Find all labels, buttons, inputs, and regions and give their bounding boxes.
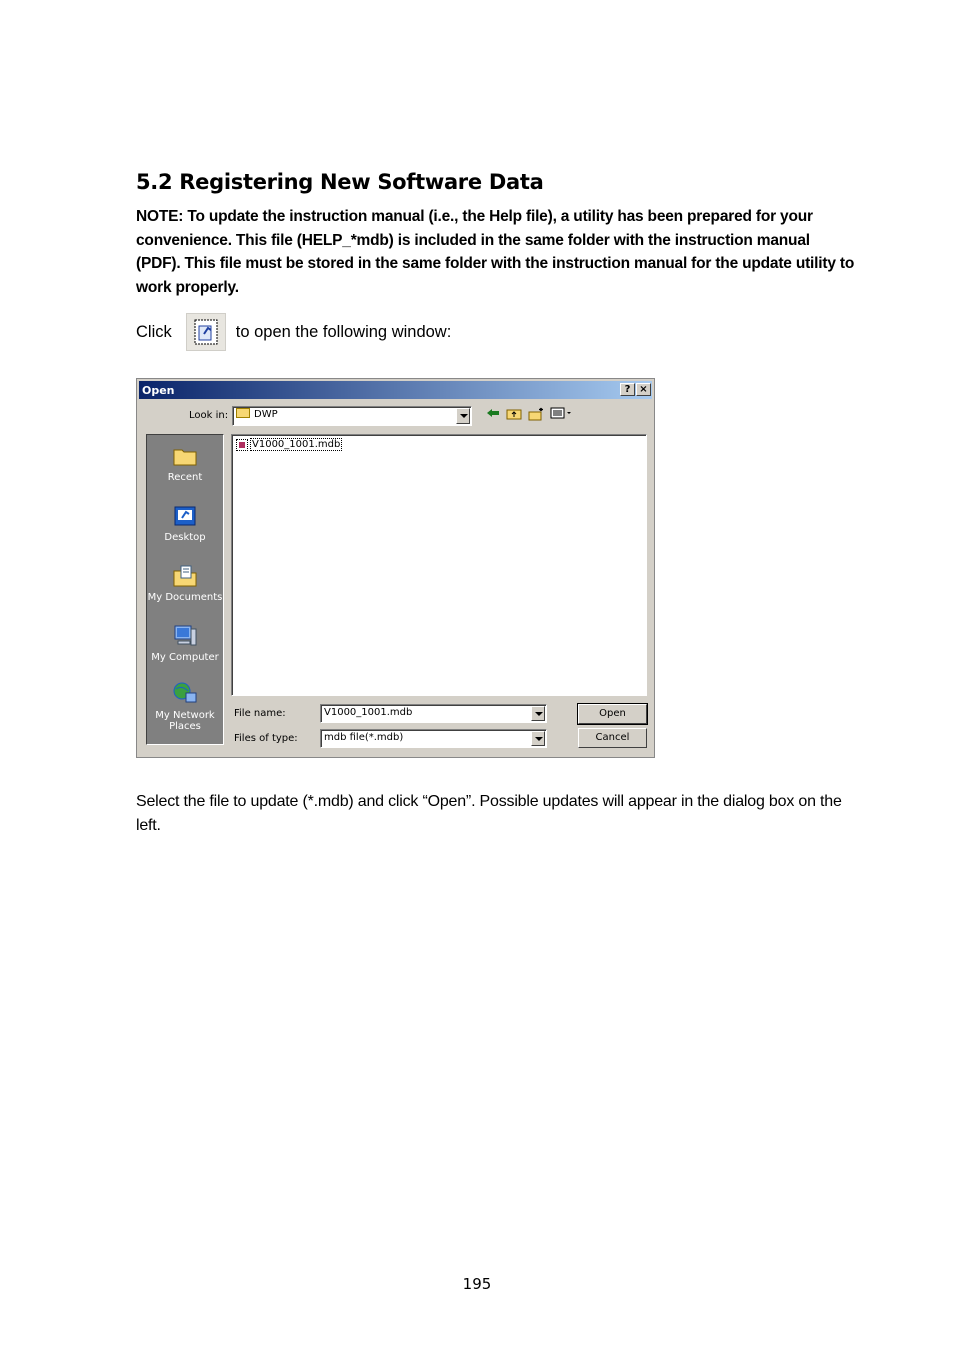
page-number: 195 [462, 1275, 492, 1293]
close-button[interactable]: × [636, 383, 651, 396]
file-type-label: Files of type: [234, 733, 298, 744]
file-name-value: V1000_1001.mdb [324, 707, 413, 718]
access-file-icon [236, 439, 248, 451]
look-in-select[interactable] [232, 406, 472, 426]
network-icon [172, 681, 198, 707]
place-label: Recent [167, 472, 203, 483]
back-icon[interactable] [484, 407, 502, 423]
place-my-network[interactable] [147, 681, 223, 732]
place-label: Desktop [164, 532, 206, 543]
place-recent[interactable] [147, 443, 223, 483]
open-button[interactable]: Open [578, 704, 647, 724]
desktop-icon [172, 503, 198, 529]
folder-icon [236, 408, 250, 418]
file-list[interactable] [231, 434, 647, 696]
file-type-value: mdb file(*.mdb) [324, 732, 404, 743]
file-item-name: V1000_1001.mdb [252, 439, 341, 450]
place-label: My Network Places [155, 710, 215, 732]
file-type-select[interactable] [320, 729, 547, 748]
file-name-label: File name: [234, 708, 286, 719]
help-button[interactable]: ? [620, 383, 635, 396]
place-my-documents[interactable] [147, 563, 223, 603]
up-folder-icon[interactable] [505, 407, 523, 423]
my-computer-icon [172, 623, 198, 649]
new-folder-icon[interactable] [527, 407, 545, 423]
follow-paragraph: Select the file to update (*.mdb) and click “Open”. Possible updates will appear in the dialog box on the left. [136, 793, 842, 834]
note-paragraph: NOTE: To update the instruction manual (i.e., the Help file), a utility has been prepared for your convenience. This file (HELP_*mdb) is included in the same folder with the instruction manual (PDF). This file must be stored in the same folder with the instruction manual for the update utility to work properly. [136, 208, 855, 297]
dialog-title: Open [142, 383, 175, 397]
places-bar [146, 434, 224, 745]
click-prefix: Click [136, 322, 172, 341]
place-label: My Documents [147, 592, 223, 603]
cancel-button[interactable]: Cancel [578, 728, 647, 748]
open-file-icon[interactable] [186, 313, 226, 351]
open-dialog [136, 378, 655, 758]
look-in-label: Look in: [189, 410, 229, 421]
look-in-value: DWP [254, 409, 278, 420]
recent-folder-icon [172, 443, 198, 469]
place-my-computer[interactable] [147, 623, 223, 663]
place-label: My Computer [151, 652, 219, 663]
file-item[interactable] [236, 438, 342, 451]
section-heading: 5.2 Registering New Software Data [136, 170, 544, 194]
place-desktop[interactable] [147, 503, 223, 543]
file-type-dropdown-arrow[interactable] [531, 731, 545, 746]
my-documents-icon [172, 563, 198, 589]
view-menu-icon[interactable] [549, 407, 573, 423]
dialog-titlebar[interactable] [139, 381, 652, 399]
click-suffix: to open the following window: [235, 322, 452, 341]
look-in-dropdown-arrow[interactable] [456, 408, 470, 424]
file-name-input[interactable] [320, 704, 547, 723]
click-instruction [136, 312, 451, 352]
file-name-dropdown-arrow[interactable] [531, 706, 545, 721]
